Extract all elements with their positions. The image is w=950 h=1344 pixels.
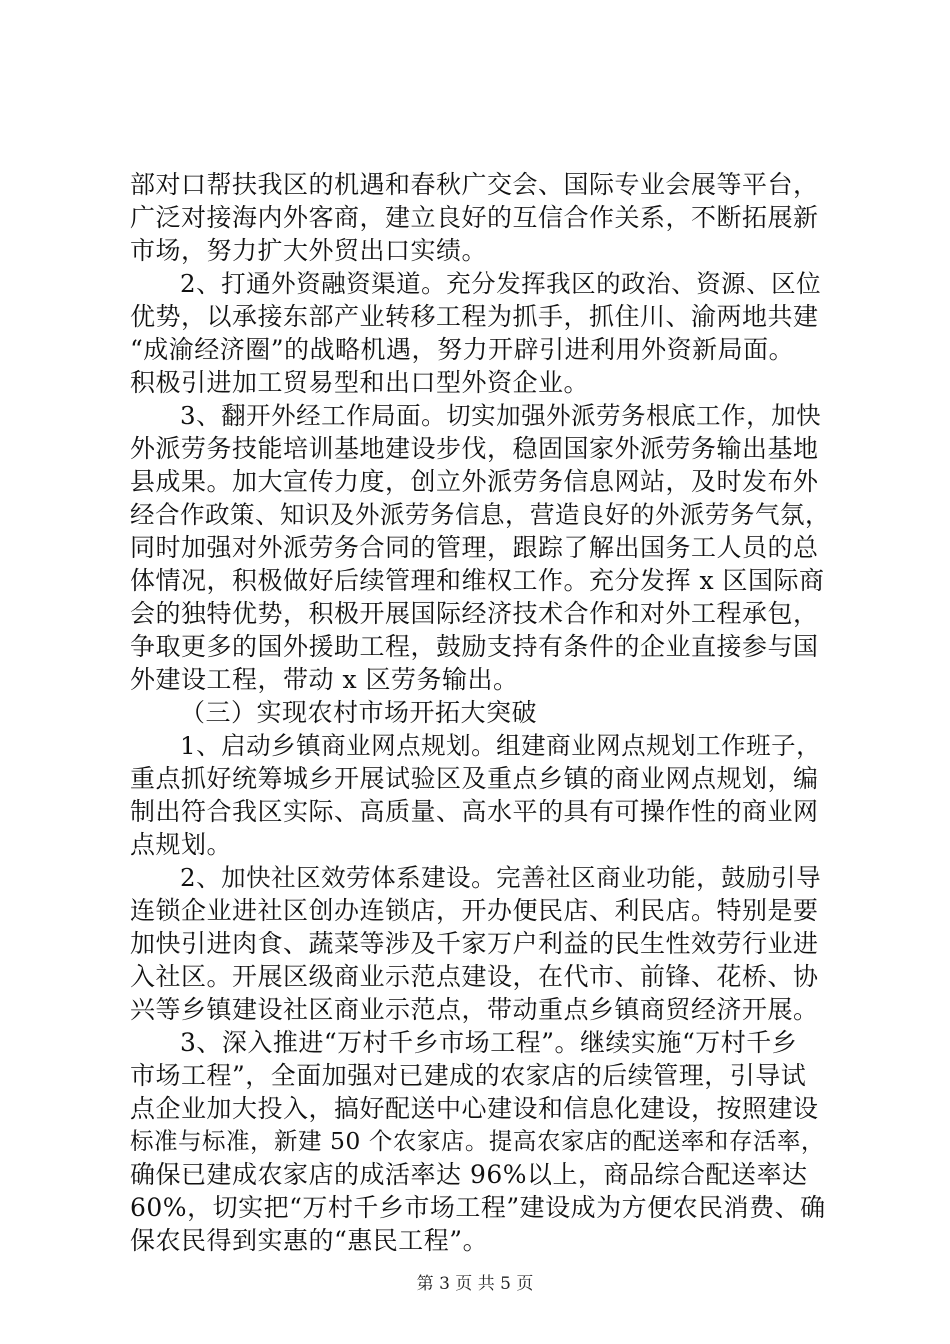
body-line: 部对口帮扶我区的机遇和春秋广交会、国际专业会展等平台， <box>130 170 819 199</box>
body-line: 外派劳务技能培训基地建设步伐，稳固国家外派劳务输出基地 <box>130 434 819 463</box>
paragraph-start-line: 2、加快社区效劳体系建设。完善社区商业功能，鼓励引导 <box>180 863 822 892</box>
body-line: 市场，努力扩大外贸出口实绩。 <box>130 236 488 265</box>
body-line: 点企业加大投入，搞好配送中心建设和信息化建设，按照建设 <box>130 1094 819 1123</box>
paragraph-start-line: 1、启动乡镇商业网点规划。组建商业网点规划工作班子， <box>180 731 822 760</box>
body-line: 加快引进肉食、蔬菜等涉及千家万户利益的民生性效劳行业进 <box>130 929 819 958</box>
paragraph-start-line: 3、翻开外经工作局面。切实加强外派劳务根底工作，加快 <box>180 401 822 430</box>
body-line: 标准与标准，新建 50 个农家店。提高农家店的配送率和存活率， <box>130 1127 825 1155</box>
body-line: 积极引进加工贸易型和出口型外资企业。 <box>130 368 590 397</box>
paragraph-start-line: 2、打通外资融资渠道。充分发挥我区的政治、资源、区位 <box>180 269 822 298</box>
body-line: 制出符合我区实际、高质量、高水平的具有可操作性的商业网 <box>130 797 819 826</box>
body-line: 60%，切实把“万村千乡市场工程”建设成为方便农民消费、确 <box>130 1193 826 1222</box>
body-line: 确保已建成农家店的成活率达 96%以上，商品综合配送率达 <box>130 1160 808 1189</box>
body-line: 入社区。开展区级商业示范点建设，在代市、前锋、花桥、协 <box>130 962 819 991</box>
body-line: 优势，以承接东部产业转移工程为抓手，抓住川、渝两地共建 <box>130 302 819 331</box>
body-line: 点规划。 <box>130 830 233 859</box>
body-line: “成渝经济圈”的战略机遇，努力开辟引进利用外资新局面。 <box>130 335 795 364</box>
body-line: 争取更多的国外援助工程，鼓励支持有条件的企业直接参与国 <box>130 632 819 661</box>
body-line: 会的独特优势，积极开展国际经济技术合作和对外工程承包， <box>130 599 819 628</box>
page-number-footer: 第 3 页 共 5 页 <box>416 1274 534 1294</box>
body-line: 外建设工程，带动 x 区劳务输出。 <box>130 665 519 694</box>
body-line: 经合作政策、知识及外派劳务信息，营造良好的外派劳务气氛， <box>130 500 830 529</box>
body-line: 体情况，积极做好后续管理和维权工作。充分发挥 x 区国际商 <box>130 566 825 595</box>
body-line: 重点抓好统筹城乡开展试验区及重点乡镇的商业网点规划，编 <box>130 764 819 793</box>
paragraph-start-line: 3、深入推进“万村千乡市场工程”。继续实施“万村千乡 <box>180 1028 798 1057</box>
body-line: 保农民得到实惠的“惠民工程”。 <box>130 1226 489 1255</box>
body-line: 同时加强对外派劳务合同的管理，跟踪了解出国务工人员的总 <box>130 533 819 562</box>
body-line: 县成果。加大宣传力度，创立外派劳务信息网站，及时发布外 <box>130 467 819 496</box>
section-heading: （三）实现农村市场开拓大突破 <box>180 698 538 727</box>
document-body <box>130 168 830 1257</box>
body-line: 兴等乡镇建设社区商业示范点，带动重点乡镇商贸经济开展。 <box>130 995 819 1024</box>
body-line: 广泛对接海内外客商，建立良好的互信合作关系，不断拓展新 <box>130 203 819 232</box>
body-line: 市场工程”，全面加强对已建成的农家店的后续管理，引导试 <box>130 1061 807 1090</box>
body-line: 连锁企业进社区创办连锁店，开办便民店、利民店。特别是要 <box>130 896 819 925</box>
